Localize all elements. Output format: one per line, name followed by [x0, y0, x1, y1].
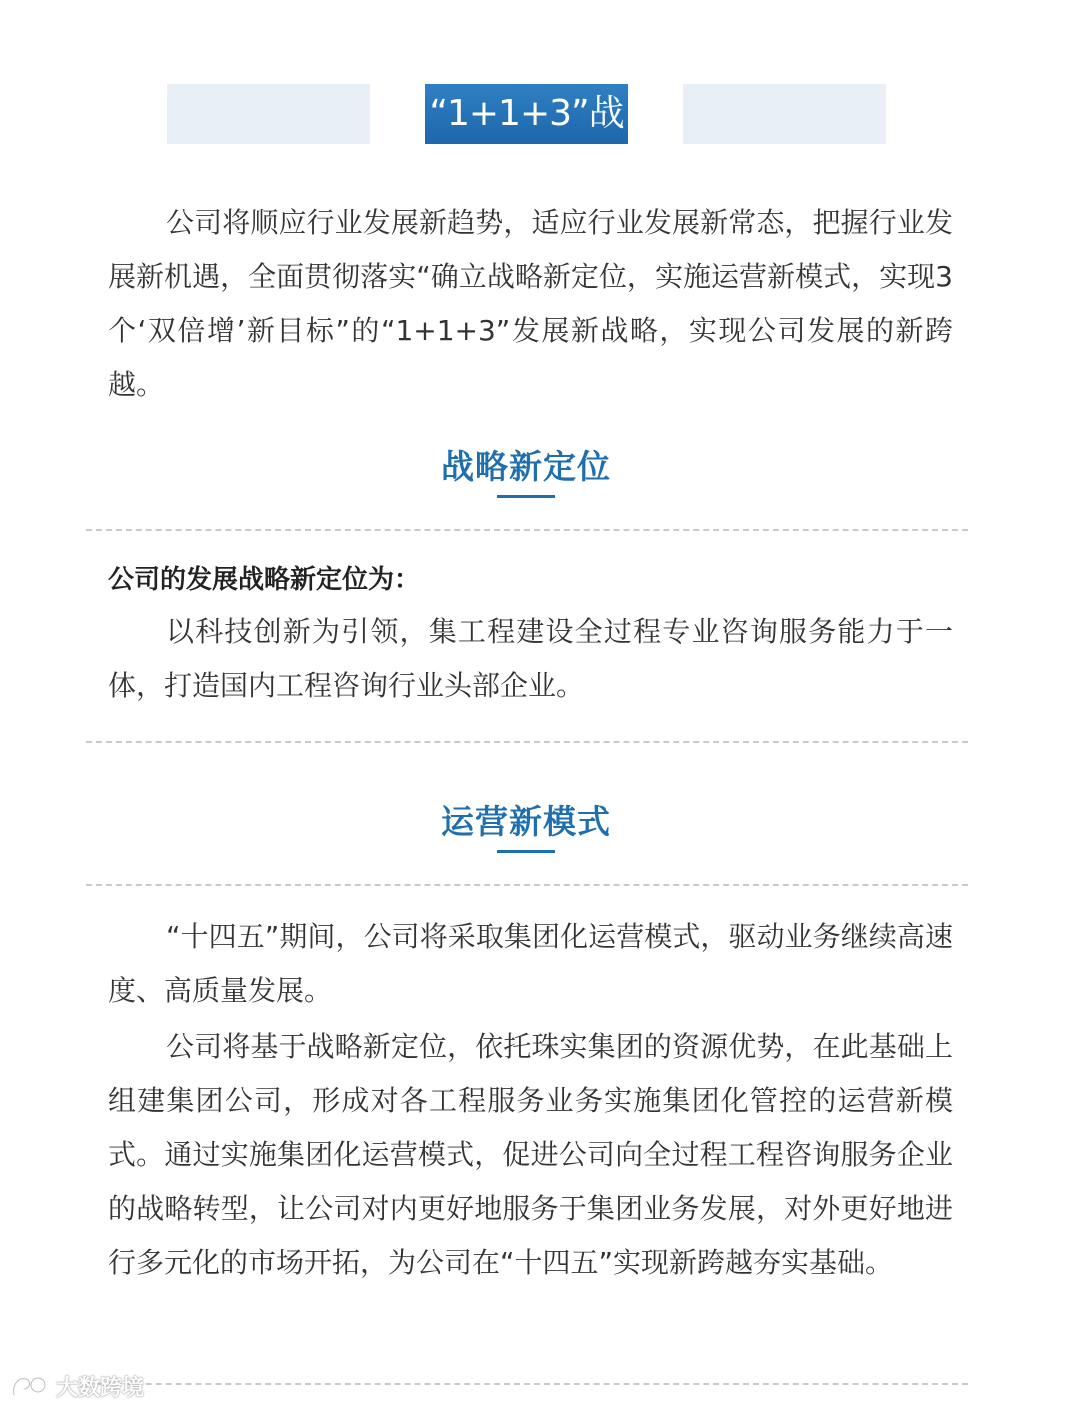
positioning-lead: 公司的发展战略新定位为： — [108, 565, 421, 595]
brand-logo-icon — [10, 1371, 50, 1401]
section-title-positioning: 战略新定位 — [441, 447, 611, 486]
section-title-underline — [497, 495, 555, 498]
operations-paragraph-1: “十四五”期间，公司将采取集团化运营模式，驱动业务继续高速度、高质量发展。 — [108, 920, 953, 1007]
positioning-body: 以科技创新为引领，集工程建设全过程专业咨询服务能力于一体，打造国内工程咨询行业头部企业。 — [108, 615, 953, 702]
watermark-text: 大数跨境 — [56, 1375, 145, 1401]
dashed-divider — [86, 884, 968, 886]
intro-paragraph: 公司将顺应行业发展新趋势，适应行业发展新常态，把握行业发展新机遇，全面贯彻落实“确立战略新定位，实施运营新模式，实现3个‘双倍增’新目标”的“1+1+3”发展新战略，实现公司发展的新跨越。 — [108, 206, 953, 401]
section-title-underline — [497, 850, 555, 853]
banner-title: “1+1+3”战略 — [425, 84, 628, 144]
dashed-divider — [86, 741, 968, 743]
banner-left-block — [167, 84, 370, 144]
operations-paragraph-2: 公司将基于战略新定位，依托珠实集团的资源优势，在此基础上组建集团公司，形成对各工程服务业务实施集团化管控的运营新模式。通过实施集团化运营模式，促进公司向全过程工程咨询服务企业的战略转型，让公司对内更好地服务于集团业务发展，对外更好地进行多元化的市场开拓，为公司在“十四五”实现新跨越夯实基础。 — [108, 1030, 953, 1279]
dashed-divider — [86, 529, 968, 531]
watermark — [10, 1368, 144, 1404]
dashed-divider — [86, 1383, 968, 1385]
banner-right-block — [683, 84, 886, 144]
section-title-operations: 运营新模式 — [441, 802, 611, 841]
